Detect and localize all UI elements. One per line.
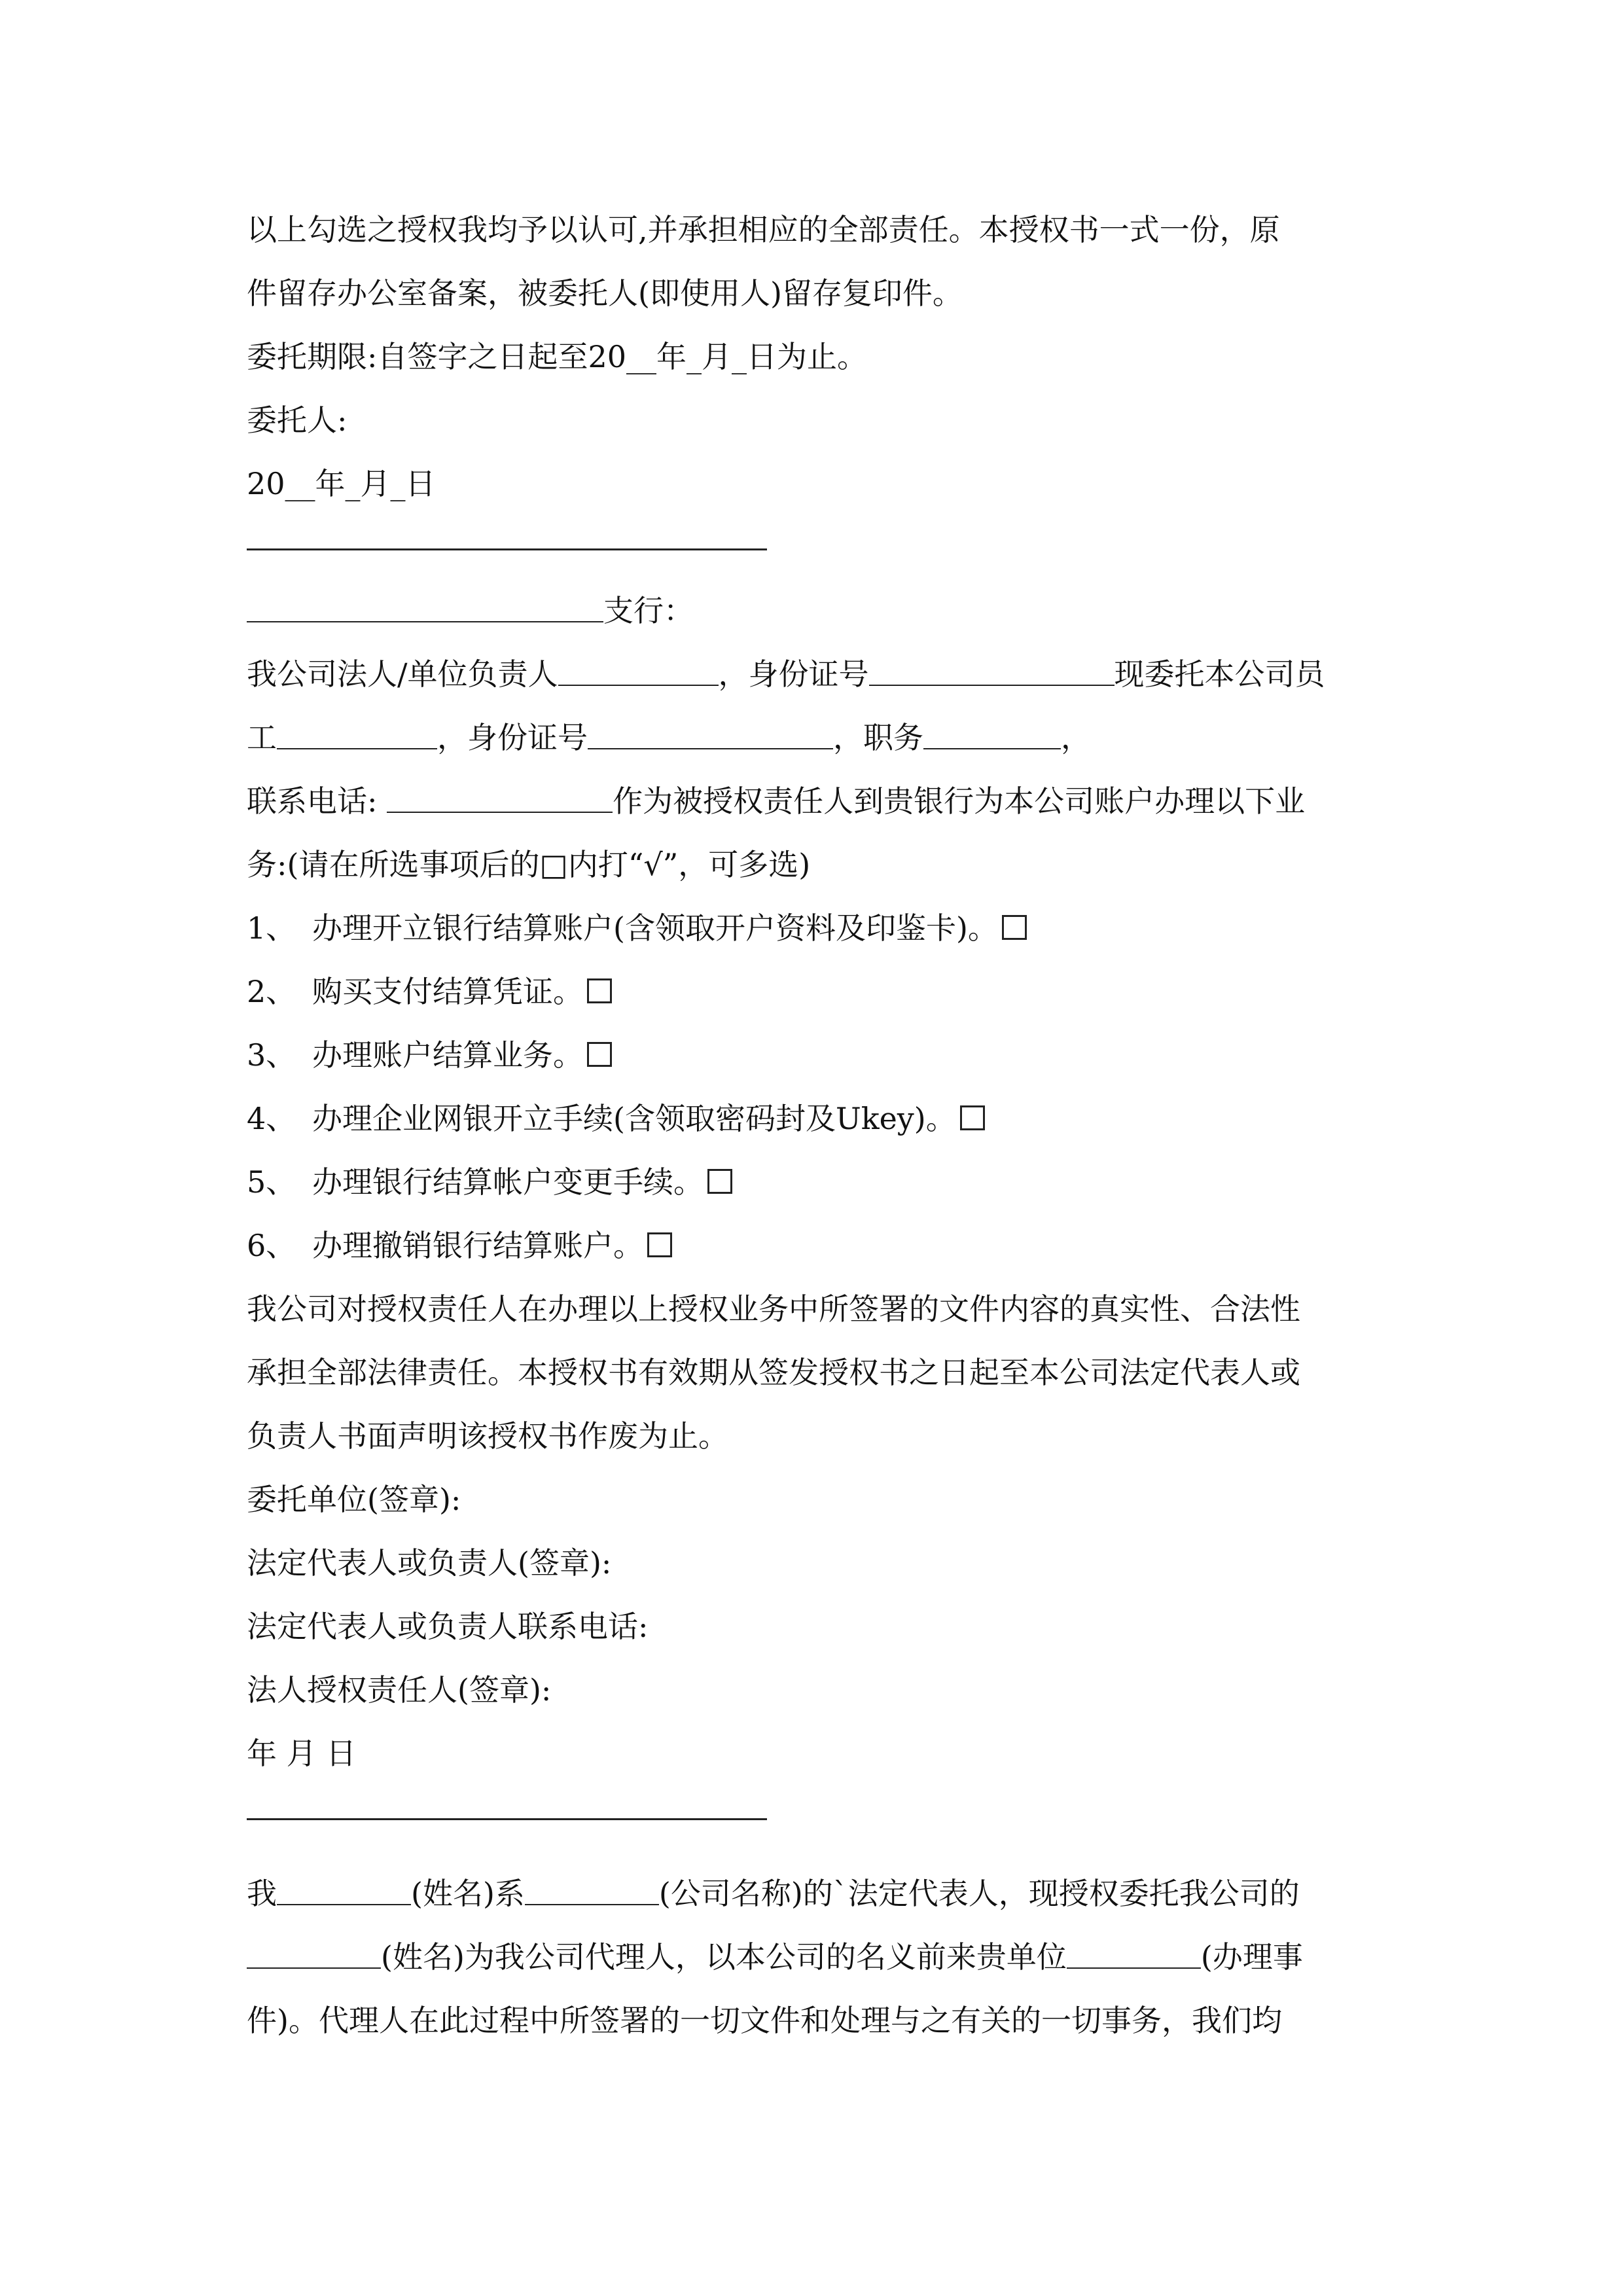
entrust-period: 委托期限:自签字之日起至20__年_月_日为止。: [247, 339, 868, 374]
item-checkbox[interactable]: [647, 1232, 672, 1257]
legal-rep-id-blank[interactable]: [869, 655, 1115, 686]
item-checkbox[interactable]: [587, 1042, 612, 1067]
item-number: 2、: [247, 974, 296, 1009]
list-item: [247, 1087, 1379, 1151]
label-phone: 联系电话:: [247, 783, 378, 819]
name-blank[interactable]: [277, 1874, 411, 1905]
legal-rep-name-blank[interactable]: [558, 655, 719, 686]
label-legal-rep: 我公司法人/单位负责人: [247, 656, 558, 692]
date-line: 20__年_月_日: [247, 466, 436, 501]
principal-label: 委托人:: [247, 403, 348, 438]
item-checkbox[interactable]: [707, 1169, 732, 1194]
label-id-number: ，身份证号: [718, 656, 869, 692]
form-line-legal: [247, 643, 1379, 706]
phone-blank[interactable]: [387, 781, 613, 813]
section-divider: [247, 1785, 1379, 1849]
item-text: 办理开立银行结算账户(含领取开户资料及印鉴卡)。: [312, 910, 998, 946]
item-text: 办理账户结算业务。: [312, 1037, 583, 1073]
letter-text: (办理事: [1200, 1939, 1303, 1975]
position-blank[interactable]: [923, 718, 1061, 749]
section-divider: [247, 516, 1379, 579]
authorization-text: 作为被授权责任人到贵银行为本公司账户办理以下业: [613, 783, 1306, 819]
branch-blank[interactable]: [247, 591, 603, 622]
letter-text: (公司名称)的`法定代表人，现授权委托我公司的: [658, 1876, 1300, 1911]
sign-legal-label: 法定代表人或负责人(签章):: [247, 1545, 612, 1581]
item-number: 6、: [247, 1228, 296, 1263]
form-line-phone: [247, 770, 1379, 833]
list-item: [247, 960, 1379, 1024]
letter-line: 件)。代理人在此过程中所签署的一切文件和处理与之有关的一切事务，我们均: [247, 2003, 1282, 2038]
label-id-number: ，身份证号: [437, 720, 588, 755]
item-text: 购买支付结算凭证。: [312, 974, 583, 1009]
item-text: 办理银行结算帐户变更手续。: [312, 1164, 704, 1200]
company-blank[interactable]: [525, 1874, 659, 1905]
section-authorization-end: [247, 198, 1379, 2053]
comma: ，: [1061, 720, 1091, 755]
label-position: ，职务: [833, 720, 923, 755]
item-number: 5、: [247, 1164, 296, 1200]
letter-line: [247, 1862, 1379, 1926]
label-name-of: (姓名)系: [411, 1876, 525, 1911]
item-checkbox[interactable]: [1002, 915, 1027, 940]
date-line: 年 月 日: [247, 1736, 357, 1771]
paragraph-line: 承担全部法律责任。本授权书有效期从签发授权书之日起至本公司法定代表人或: [247, 1355, 1300, 1390]
letter-text: (姓名)为我公司代理人，以本公司的名义前来贵单位: [381, 1939, 1067, 1975]
sign-agent-label: 法人授权责任人(签章):: [247, 1672, 552, 1708]
item-text: 办理企业网银开立手续(含领取密码封及Ukey)。: [312, 1101, 956, 1136]
sign-phone-label: 法定代表人或负责人联系电话:: [247, 1609, 649, 1644]
list-item: [247, 897, 1379, 960]
employee-id-blank[interactable]: [588, 718, 833, 749]
branch-line: [247, 579, 1379, 643]
label-entrust-employee: 现委托本公司员: [1114, 656, 1325, 692]
item-number: 1、: [247, 910, 296, 946]
paragraph-line: 件留存办公室备案，被委托人(即使用人)留存复印件。: [247, 276, 963, 311]
item-number: 4、: [247, 1101, 296, 1136]
list-item: [247, 1214, 1379, 1278]
label-i: 我: [247, 1876, 277, 1911]
paragraph-line: 负责人书面声明该授权书作废为止。: [247, 1418, 728, 1454]
agent-name-blank[interactable]: [247, 1937, 381, 1969]
item-checkbox[interactable]: [960, 1105, 985, 1130]
employee-name-blank[interactable]: [277, 718, 437, 749]
label-employee: 工: [247, 720, 277, 755]
branch-suffix: 支行：: [603, 593, 694, 628]
sign-unit-label: 委托单位(签章):: [247, 1482, 461, 1517]
item-text: 办理撤销银行结算账户。: [312, 1228, 643, 1263]
letter-line: [247, 1926, 1379, 1989]
list-item: [247, 1024, 1379, 1087]
unit-blank[interactable]: [1067, 1937, 1201, 1969]
form-line-employee: [247, 706, 1379, 770]
paragraph-line: 我公司对授权责任人在办理以上授权业务中所签署的文件内容的真实性、合法性: [247, 1291, 1300, 1327]
paragraph-line: 以上勾选之授权我均予以认可,并承担相应的全部责任。本授权书一式一份，原: [247, 212, 1280, 247]
instruction-line: 务:(请在所选事项后的□内打“√”，可多选): [247, 847, 811, 882]
list-item: [247, 1151, 1379, 1214]
item-number: 3、: [247, 1037, 296, 1073]
item-checkbox[interactable]: [587, 978, 612, 1003]
